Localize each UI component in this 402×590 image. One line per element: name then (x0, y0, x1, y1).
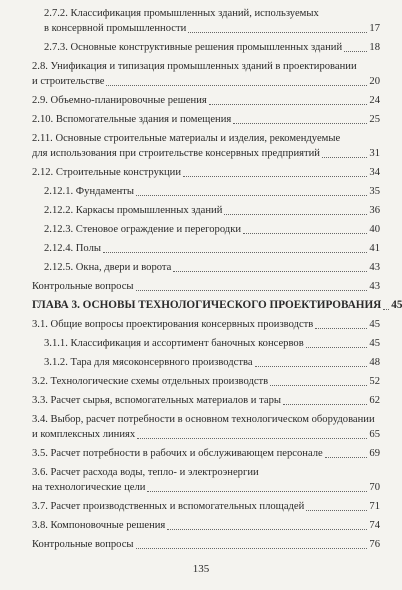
toc-entry-title: 3.8. Компоновочные решения (32, 520, 166, 531)
dot-leader (306, 347, 368, 348)
toc-page-number: 45 (391, 299, 402, 311)
toc-entry (32, 374, 402, 389)
toc-entry (44, 40, 402, 55)
toc-page-number: 69 (369, 448, 380, 459)
toc-entry-title: 2.9. Объемно-планировочные решения (32, 95, 207, 106)
toc-entry-title: 3.3. Расчет сырья, вспомогательных материалов и тары (32, 395, 281, 406)
dot-leader (136, 195, 367, 196)
page-number: 135 (192, 563, 210, 575)
toc-page-number: 76 (369, 539, 380, 550)
dot-leader (103, 252, 367, 253)
toc-page-number: 45 (369, 319, 380, 330)
toc-entry (44, 241, 402, 256)
toc-entry (32, 537, 402, 552)
toc-page-number: 52 (369, 376, 380, 387)
toc-entry-title: 2.12.4. Полы (44, 243, 101, 254)
toc-entry-title: 2.12.5. Окна, двери и ворота (44, 262, 172, 273)
toc-entry (32, 499, 402, 514)
toc-entry (44, 184, 402, 199)
table-of-contents (0, 6, 402, 552)
toc-entry-title: 3.5. Расчет потребности в рабочих и обслуживающем персонале (32, 448, 323, 459)
toc-entry-title: 2.12. Строительные конструкции (32, 167, 182, 178)
toc-entry-title: 2.7.2. Классификация промышленных зданий, используемых (44, 8, 319, 19)
dot-leader (270, 385, 367, 386)
dot-leader (325, 457, 368, 458)
toc-entry (32, 112, 402, 127)
dot-leader (283, 404, 367, 405)
toc-entry-title: 2.12.1. Фундаменты (44, 186, 135, 197)
dot-leader (383, 309, 389, 310)
toc-entry (44, 222, 402, 237)
toc-entry-title: 3.2. Технологические схемы отдельных производств (32, 376, 269, 387)
toc-page-number: 45 (369, 338, 380, 349)
toc-entry-title: на технологические цели (32, 482, 146, 493)
toc-entry-title: 3.7. Расчет производственных и вспомогательных площадей (32, 501, 305, 512)
toc-entry-title: 3.1. Общие вопросы проектирования консервных производств (32, 319, 314, 330)
toc-entry (32, 317, 402, 332)
toc-entry-title: 3.4. Выбор, расчет потребности в основном технологическом оборудовании (32, 414, 375, 425)
dot-leader (106, 85, 367, 86)
toc-entry (44, 355, 402, 370)
dot-leader (173, 271, 367, 272)
dot-leader (136, 548, 368, 549)
toc-page-number: 43 (369, 281, 380, 292)
toc-entry (32, 393, 402, 408)
toc-page-number: 20 (369, 76, 380, 87)
toc-page-number: 48 (369, 357, 380, 368)
toc-entry-title: 3.1.1. Классификация и ассортимент баночных консервов (44, 338, 304, 349)
toc-page-number: 31 (369, 148, 380, 159)
dot-leader (315, 328, 367, 329)
toc-page-number: 25 (369, 114, 380, 125)
toc-page-number: 40 (369, 224, 380, 235)
dot-leader (183, 176, 367, 177)
toc-entry-title: ГЛАВА 3. ОСНОВЫ ТЕХНОЛОГИЧЕСКОГО ПРОЕКТИРОВАНИЯ (32, 299, 382, 311)
toc-page-number: 24 (369, 95, 380, 106)
toc-entry-title: 3.6. Расчет расхода воды, тепло- и электроэнергии (32, 467, 259, 478)
toc-page-number: 17 (369, 23, 380, 34)
toc-entry (32, 93, 402, 108)
toc-entry (44, 336, 402, 351)
toc-entry-title: 2.7.3. Основные конструктивные решения промышленных зданий (44, 42, 343, 53)
toc-entry-title: Контрольные вопросы (32, 539, 134, 550)
toc-page-number: 36 (369, 205, 380, 216)
toc-page-number: 41 (369, 243, 380, 254)
toc-page-number: 43 (369, 262, 380, 273)
dot-leader (322, 157, 367, 158)
dot-leader (255, 366, 368, 367)
toc-entry-title: 2.11. Основные строительные материалы и изделия, рекомендуемые (32, 133, 341, 144)
dot-leader (233, 123, 367, 124)
toc-page-number: 18 (369, 42, 380, 53)
toc-entry (32, 518, 402, 533)
toc-entry (32, 465, 402, 495)
toc-entry-title: 2.12.2. Каркасы промышленных зданий (44, 205, 223, 216)
dot-leader (209, 104, 368, 105)
toc-page-number: 65 (369, 429, 380, 440)
toc-entry-title: и строительстве (32, 76, 105, 87)
toc-entry (32, 165, 402, 180)
toc-entry (32, 446, 402, 461)
toc-page-number: 35 (369, 186, 380, 197)
toc-entry (32, 131, 402, 161)
dot-leader (167, 529, 367, 530)
toc-entry (44, 203, 402, 218)
toc-entry (32, 279, 402, 294)
toc-page-number: 62 (369, 395, 380, 406)
dot-leader (147, 491, 367, 492)
dot-leader (188, 32, 367, 33)
toc-entry (32, 59, 402, 89)
dot-leader (306, 510, 367, 511)
toc-entry-title: 2.8. Унификация и типизация промышленных зданий в проектировании (32, 61, 357, 72)
toc-entry-title: 3.1.2. Тара для мясоконсервного производства (44, 357, 253, 368)
toc-page-number: 34 (369, 167, 380, 178)
toc-entry-title: в консервной промышленности (44, 23, 187, 34)
toc-entry (44, 260, 402, 275)
toc-page-number: 71 (369, 501, 380, 512)
toc-entry-title: 2.10. Вспомогательные здания и помещения (32, 114, 232, 125)
toc-entry-title: Контрольные вопросы (32, 281, 134, 292)
toc-chapter-heading (32, 298, 402, 313)
toc-page-number: 74 (369, 520, 380, 531)
toc-entry-title: и комплексных линиях (32, 429, 136, 440)
dot-leader (136, 290, 368, 291)
toc-page-number: 70 (369, 482, 380, 493)
toc-entry-title: 2.12.3. Стеновое ограждение и перегородки (44, 224, 242, 235)
dot-leader (243, 233, 367, 234)
dot-leader (344, 51, 367, 52)
toc-entry-title: для использования при строительстве консервных предприятий (32, 148, 320, 159)
toc-entry (44, 6, 402, 36)
toc-entry (32, 412, 402, 442)
dot-leader (224, 214, 367, 215)
dot-leader (137, 438, 367, 439)
